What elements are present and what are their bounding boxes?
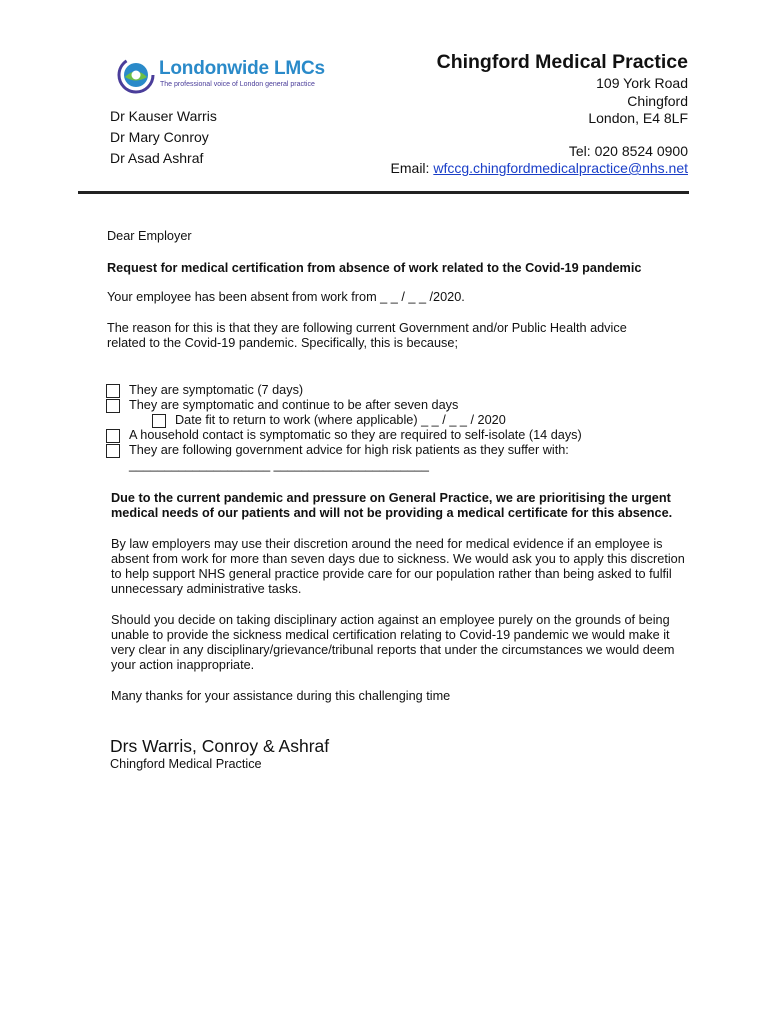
doctor-name: Dr Mary Conroy	[110, 129, 209, 145]
letter-intro	[107, 229, 667, 367]
signature-name: Drs Warris, Conroy & Ashraf	[110, 736, 330, 756]
londonwide-lmcs-logo	[117, 54, 327, 98]
telephone: Tel: 020 8524 0900	[568, 142, 688, 159]
practice-address-block	[391, 50, 688, 178]
address-line: Chingford	[627, 92, 688, 109]
checklist-item	[106, 428, 582, 443]
checklist-subitem	[106, 413, 582, 428]
doctors-list	[110, 106, 217, 169]
checklist-item	[106, 398, 582, 413]
logo-name: Londonwide LMCs	[159, 58, 325, 79]
checkbox[interactable]	[106, 429, 120, 443]
subject-line: Request for medical certification from absence of work related to the Covid-19 pandemic	[107, 261, 642, 275]
priority-notice: Due to the current pandemic and pressure on General Practice, we are prioritising the urgent medical needs of our patients and will not be providing a medical certificate for this absence.	[111, 491, 673, 520]
disciplinary-paragraph: Should you decide on taking disciplinary action against an employee purely on the grounds of being unable to provide the sickness medical certification relating to Covid-19 pandemic we would make it very clear in any disciplinary/grievance/tribunal reports that under the circumstances we would deem your action inappropriate.	[111, 613, 675, 672]
address-line: 109 York Road	[596, 75, 688, 91]
checklist-item	[106, 443, 582, 458]
checkbox[interactable]	[106, 399, 120, 413]
checklist-label: Date fit to return to work (where applicable) _ _ / _ _ / 2020	[175, 413, 506, 427]
checklist-label: A household contact is symptomatic so they are required to self-isolate (14 days)	[129, 428, 582, 442]
condition-blank-line: ____________________ ______________________	[129, 458, 429, 472]
absence-date-line: Your employee has been absent from work from _ _ / _ _ /2020.	[107, 290, 465, 304]
thanks-line: Many thanks for your assistance during this challenging time	[111, 689, 451, 703]
header-divider	[78, 191, 689, 194]
email-link[interactable]: wfccg.chingfordmedicalpractice@nhs.net	[433, 160, 688, 176]
doctor-name: Dr Kauser Warris	[110, 108, 217, 124]
lmc-logo-icon	[117, 56, 155, 94]
email-label: Email:	[390, 160, 434, 176]
checkbox[interactable]	[106, 384, 120, 398]
reason-checklist	[106, 383, 582, 473]
checklist-label: They are following government advice for high risk patients as they suffer with:	[129, 443, 569, 457]
reason-paragraph: The reason for this is that they are following current Government and/or Public Health advice related to the Covid-19 pandemic. Specifically, this is because;	[107, 321, 627, 350]
checklist-label: They are symptomatic (7 days)	[129, 383, 304, 397]
checklist-label: They are symptomatic and continue to be after seven days	[129, 398, 459, 412]
practice-name: Chingford Medical Practice	[436, 51, 688, 73]
logo-tagline: The professional voice of London general practice	[160, 81, 315, 88]
email-line	[391, 160, 688, 178]
checkbox[interactable]	[152, 414, 166, 428]
law-paragraph: By law employers may use their discretion around the need for medical evidence if an employee is absent from work for more than seven days due to sickness. We would ask you to apply this discretion to help support NHS general practice provide care for our population rather than being asked to fulfil unnecessary administrative tasks.	[111, 537, 685, 596]
checklist-item	[106, 383, 582, 398]
address-line: London, E4 8LF	[588, 110, 688, 126]
doctor-name: Dr Asad Ashraf	[110, 150, 204, 166]
letter-body	[111, 491, 686, 720]
signature-practice: Chingford Medical Practice	[110, 757, 262, 771]
greeting: Dear Employer	[107, 229, 192, 243]
checkbox[interactable]	[106, 444, 120, 458]
